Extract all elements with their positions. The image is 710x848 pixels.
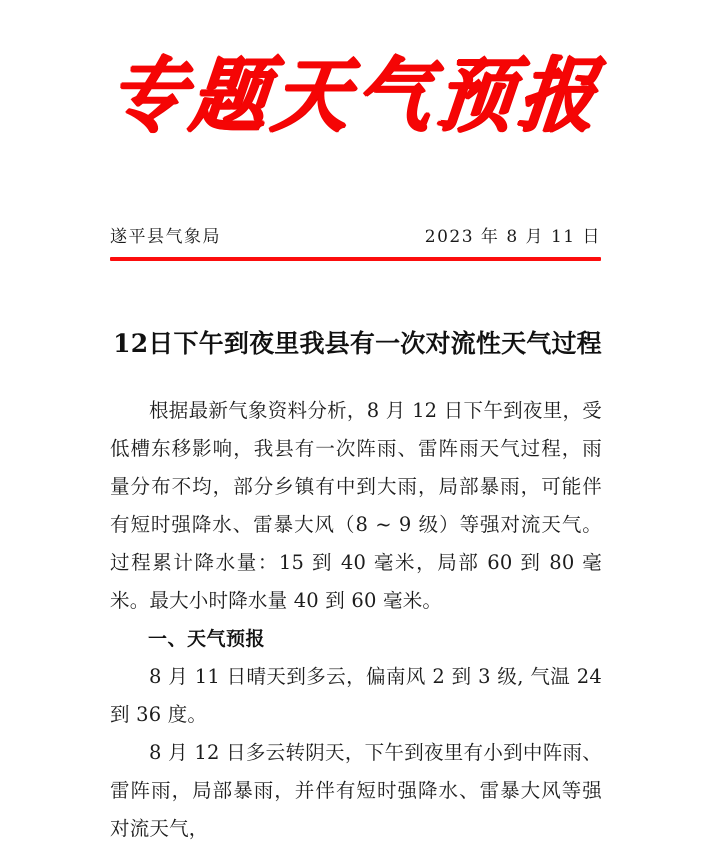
issue-date: 2023 年 8 月 11 日 [424,227,601,247]
body-paragraph: 根据最新气象资料分析，8 月 12 日下午到夜里，受低槽东移影响，我县有一次阵雨、雷阵雨天气过程，雨量分布不均，部分乡镇有中到大雨，局部暴雨，可能伴有短时强降水、雷暴大风（8 ~ 9 级）等强对流天气。过程累计降水量：15 到 40 毫米，局部 60 到 80 毫米。最大小时降水量 40 到 60 毫米。 [110,399,602,612]
byline [110,226,601,250]
section-heading-forecast: 一、天气预报 [148,628,266,650]
masthead-banner [0,48,710,143]
masthead-title: 专题天气预报 [104,48,607,143]
issuing-organization: 遂平县气象局 [110,227,221,247]
body-paragraph: 8 月 12 日多云转阴天，下午到夜里有小到中阵雨、雷阵雨，局部暴雨，并伴有短时强降水、雷暴大风等强对流天气， [110,741,602,840]
body-paragraph: 8 月 11 日晴天到多云，偏南风 2 到 3 级, 气温 24 到 36 度。 [110,665,602,726]
page-title: 12日下午到夜里我县有一次对流性天气过程 [113,328,602,358]
article-body [110,392,602,848]
red-divider-rule [110,257,601,261]
